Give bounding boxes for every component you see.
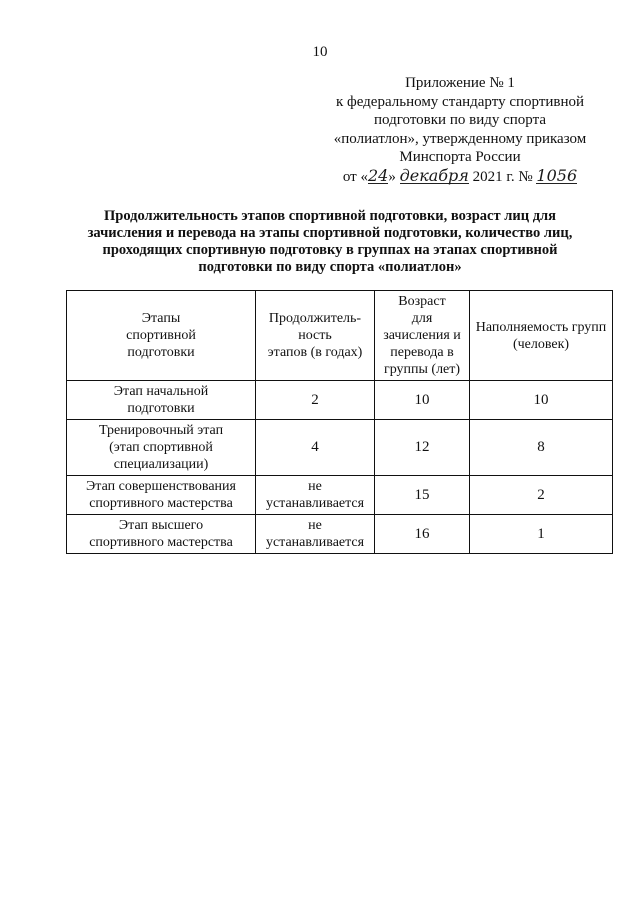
cell-text: специализации) [113, 457, 209, 472]
annex-line: к федеральному стандарту спортивной [335, 93, 585, 110]
date-prefix: от « [342, 168, 368, 185]
annex-line: «полиатлон», утвержденному приказом [333, 130, 587, 147]
date-quote: » [388, 168, 396, 185]
table-row [67, 381, 613, 420]
cell-text: спортивного мастерства [89, 535, 233, 550]
table-row [67, 476, 613, 515]
header-text: Возраст [398, 294, 446, 309]
header-text: Этапы [141, 311, 181, 326]
annex-block [330, 74, 590, 186]
age-cell: 12 [375, 420, 470, 476]
table-row [67, 420, 613, 476]
heading-line: зачисления и перевода на этапы спортивной подготовки, количество лиц, [87, 225, 573, 241]
stages-table [66, 290, 613, 554]
header-text: зачисления и [383, 328, 461, 343]
date-year: 2021 г. № [472, 168, 533, 185]
duration-cell [256, 515, 375, 554]
cell-text: устанавливается [265, 535, 365, 550]
group-size-cell: 2 [470, 476, 613, 515]
cell-text: не [308, 479, 322, 494]
header-text: этапов (в годах) [267, 345, 363, 360]
header-text: для [411, 311, 433, 326]
duration-cell [256, 476, 375, 515]
handwritten-day: 24 [367, 165, 389, 185]
age-cell: 15 [375, 476, 470, 515]
header-text: группы (лет) [383, 362, 461, 377]
cell-text: (этап спортивной [109, 440, 213, 455]
table-row [67, 515, 613, 554]
heading-line: подготовки по виду спорта «полиатлон» [198, 259, 462, 275]
age-cell: 16 [375, 515, 470, 554]
header-text: (человек) [512, 336, 570, 352]
group-size-cell: 10 [470, 381, 613, 420]
header-row [67, 291, 613, 381]
header-text: спортивной [126, 328, 196, 343]
heading-line: Продолжительность этапов спортивной подготовки, возраст лиц для [103, 208, 557, 224]
header-text: Наполняемость групп [475, 319, 607, 335]
cell-text: Этап начальной [113, 384, 209, 399]
duration-cell: 2 [256, 381, 375, 420]
cell-text: подготовки [127, 401, 195, 416]
cell-text: спортивного мастерства [89, 496, 233, 511]
table-heading [60, 208, 600, 276]
stage-cell [67, 420, 256, 476]
annex-line: подготовки по виду спорта [374, 112, 546, 128]
heading-line: проходящих спортивную подготовку в группах на этапах спортивной [102, 242, 558, 258]
page-number: 10 [312, 44, 328, 60]
header-duration [256, 291, 375, 381]
cell-text: не [308, 518, 322, 533]
cell-text: Этап совершенствования [86, 479, 236, 494]
header-text: перевода в [390, 345, 454, 360]
annex-line: Минспорта России [399, 149, 521, 165]
handwritten-month: декабря [399, 165, 469, 185]
handwritten-order-number: 1056 [536, 165, 578, 185]
group-size-cell: 1 [470, 515, 613, 554]
stage-cell [67, 515, 256, 554]
order-date-line [330, 165, 590, 187]
header-text: Продолжитель- [268, 311, 362, 326]
duration-cell: 4 [256, 420, 375, 476]
header-stages [67, 291, 256, 381]
header-text: ность [298, 328, 332, 343]
group-size-cell: 8 [470, 420, 613, 476]
header-text: подготовки [127, 345, 195, 360]
annex-title: Приложение № 1 [405, 75, 515, 91]
stage-cell [67, 381, 256, 420]
header-age [375, 291, 470, 381]
stage-cell [67, 476, 256, 515]
cell-text: устанавливается [265, 496, 365, 511]
cell-text: Тренировочный этап [98, 423, 224, 438]
age-cell: 10 [375, 381, 470, 420]
header-group-size [470, 291, 613, 381]
cell-text: Этап высшего [118, 518, 204, 533]
